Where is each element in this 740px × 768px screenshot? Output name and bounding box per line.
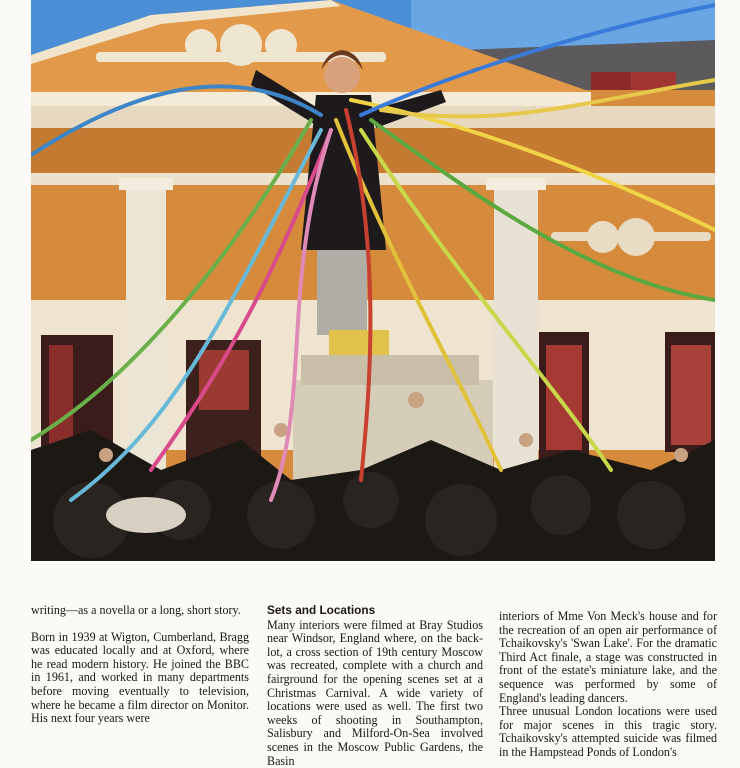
section-heading: Sets and Locations [267, 603, 376, 617]
article-column-3 [499, 610, 717, 760]
article-column-2 [267, 604, 483, 768]
article-column-1 [31, 604, 249, 726]
paragraph: Three unusual London locations were used for major scenes in this tragic story. Tchaikovsky's attempted suicide was filmed in the Hampstead Ponds of London's [499, 704, 717, 759]
paragraph: Born in 1939 at Wigton, Cumberland, Bragg was educated locally and at Oxford, where he read modern history. He joined the BBC in 1961, and worked in many departments before moving eventually to television, where he became a film director on Monitor. His next four years were [31, 629, 249, 726]
paragraph: Many interiors were filmed at Bray Studios near Windsor, England where, on the back-lot, a cross section of 19th century Moscow was recreated, complete with a church and fairground for the opening scenes set at a Christmas Carnival. A wide variety of locations were used as well. The first two weeks of shooting in Southampton, Salisbury and Milford-On-Sea involved scenes in the Moscow Public Gardens, the Basin [267, 617, 483, 768]
paragraph: writing—as a novella or a long, short story. [31, 603, 241, 617]
film-still-photo [31, 0, 715, 561]
paragraph: interiors of Mme Von Meck's house and for the recreation of an open air performance of Tchaikovsky's 'Swan Lake'. For the dramatic Third Act finale, a stage was constructed in front of the estate's miniature lake, and the sequence was performed by some of England's leading dancers. [499, 609, 717, 705]
